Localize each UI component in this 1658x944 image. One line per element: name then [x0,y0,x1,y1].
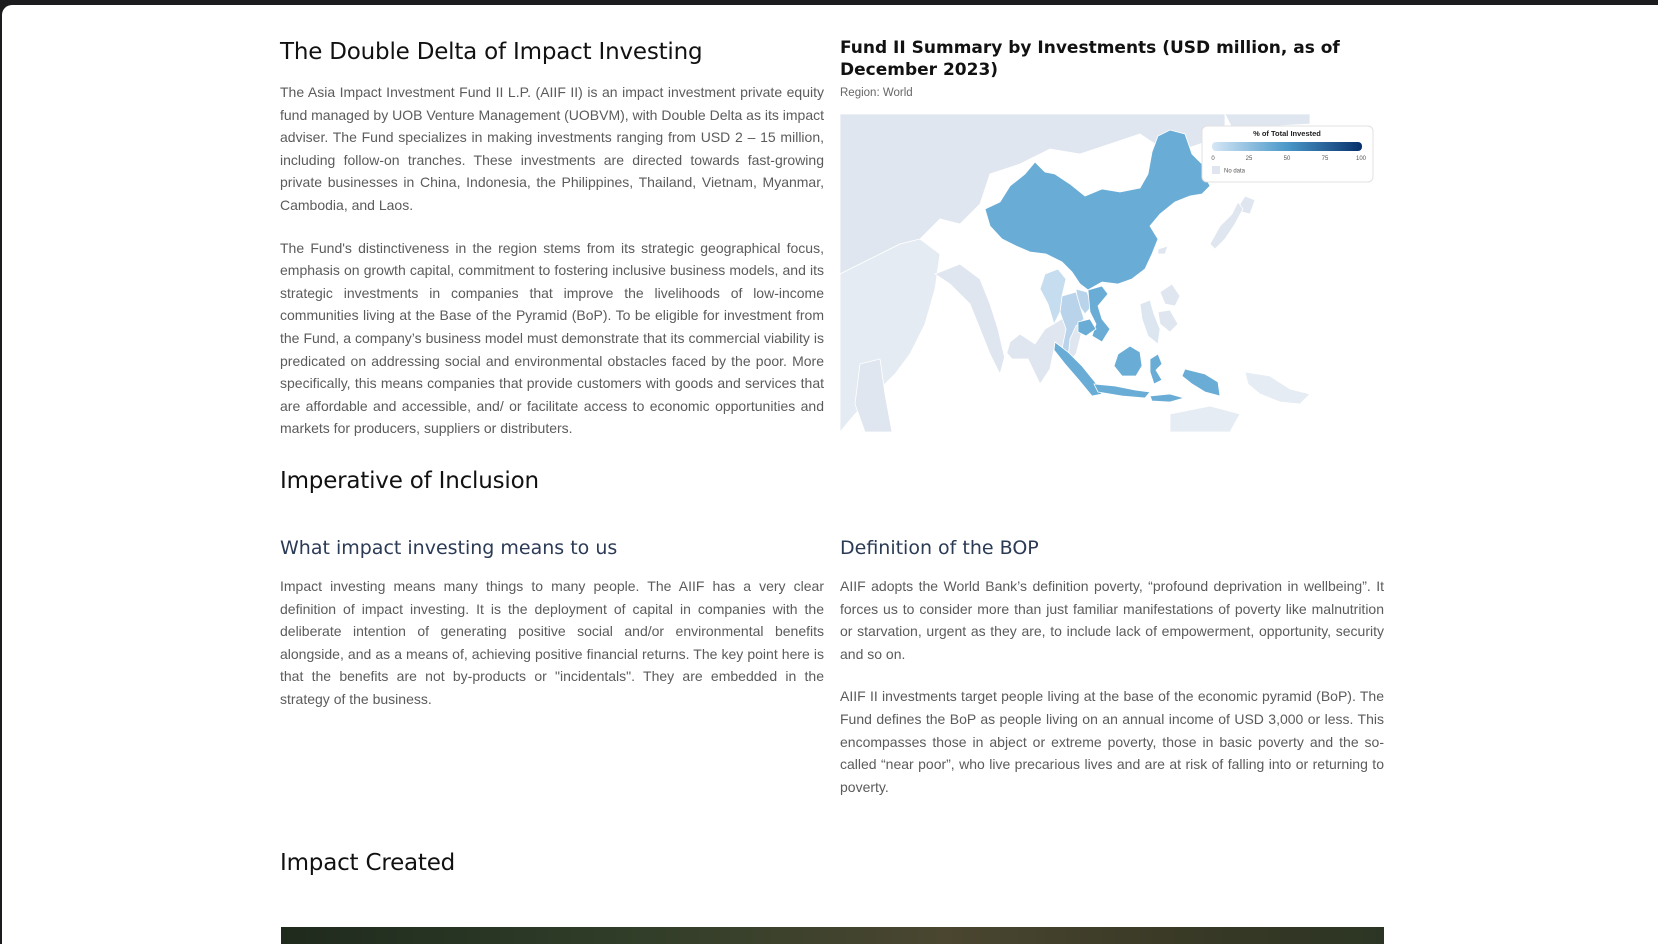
legend-nodata-swatch [1212,166,1220,174]
map-svg[interactable] [840,114,1384,432]
invested-countries [985,130,1220,402]
section-title-double-delta: The Double Delta of Impact Investing [280,39,703,65]
chart-title: Fund II Summary by Investments (USD million, as of December 2023) [840,38,1340,80]
country-philippines[interactable] [1140,300,1160,344]
browser-viewport [2,5,1658,944]
subtitle-bop-definition: Definition of the BOP [840,537,1039,559]
legend-tick: 100 [1355,156,1367,162]
bop-paragraph-2: AIIF II investments target people living at the base of the economic pyramid (BoP). The Fund defines the BoP as people living on an annual income of USD 3,000 or less. This encompasses those in abject or extreme poverty, those in basic poverty and the so-called “near poor”, who live precarious lives and are at risk of falling into or returning to poverty. [840,688,1384,795]
bop-paragraph-1: AIIF adopts the World Bank’s definition poverty, “profound deprivation in wellbeing”. It forces us to consider more than just familiar manifestations of poverty like malnutrition or starvation, urgent as they are, to include lack of empowerment, opportunity, security and so on. [840,578,1384,662]
double-delta-section [280,39,824,440]
impact-photo [281,927,1384,944]
legend-tick: 50 [1283,156,1291,162]
legend-tick: 75 [1321,156,1329,162]
legend-title: % of Total Invested [1253,129,1321,138]
impact-investing-paragraph: Impact investing means many things to many people. The AIIF has a very clear definition of impact investing. It is the deployment of capital in companies with the deliberate intention of generating positive social and/or environmental benefits alongside, and as a means of, achieving positive financial returns. The key point here is that the benefits are not by-products or "incidentals". They are embedded in the strategy of the business. [280,578,824,707]
country-indonesia-java[interactable] [1094,384,1150,398]
country-indonesia-borneo[interactable] [1114,346,1142,376]
section-title-inclusion: Imperative of Inclusion [280,468,539,494]
country-indonesia-papua[interactable] [1182,369,1220,396]
double-delta-paragraph-2: The Fund's distinctiveness in the region stems from its strategic geographical focus, emphasis on growth capital, commitment to fostering inclusive business models, and its strategic investments in companies that improve the livelihoods of low-income communities living at the Base of the Pyramid (BoP). To be eligible for investment from the Fund, a company’s business model must demonstrate that its commercial viability is predicated on addressing social and environmental obstacles faced by the poor. More specifically, this means companies that provide customers with goods and services that are affordable and accessible, and/ or facilitate access to economic opportunities and markets for producers, suppliers or distributers. [280,239,824,437]
investment-map[interactable] [840,114,1384,432]
map-legend [1202,126,1373,182]
section-title-impact-created: Impact Created [280,850,456,876]
legend-tick: 25 [1245,156,1253,162]
impact-investing-column [280,537,824,711]
fund-summary-chart [840,37,1384,175]
legend-nodata-label: No data [1224,168,1246,175]
country-indonesia-islands[interactable] [1150,394,1184,402]
country-vietnam[interactable] [1088,286,1110,342]
country-indonesia-sumatra[interactable] [1054,342,1102,396]
double-delta-paragraph-1: The Asia Impact Investment Fund II L.P. (AIIF II) is an impact investment private equity fund managed by UOB Venture Management (UOBVM), with Double Delta as its impact adviser. The Fund specializes in making investments ranging from USD 2 – 15 million, including follow-on tranches. These investments are directed towards fast-growing private businesses in China, Indonesia, the Philippines, Thailand, Vietnam, Myanmar, Cambodia, and Laos. [280,84,824,213]
country-indonesia-sulawesi[interactable] [1150,354,1162,384]
chart-subtitle: Region: World [840,87,913,99]
subtitle-impact-investing: What impact investing means to us [280,537,618,559]
legend-gradient-bar [1212,142,1362,151]
legend-tick: 0 [1211,156,1215,162]
bop-definition-column [840,537,1384,798]
